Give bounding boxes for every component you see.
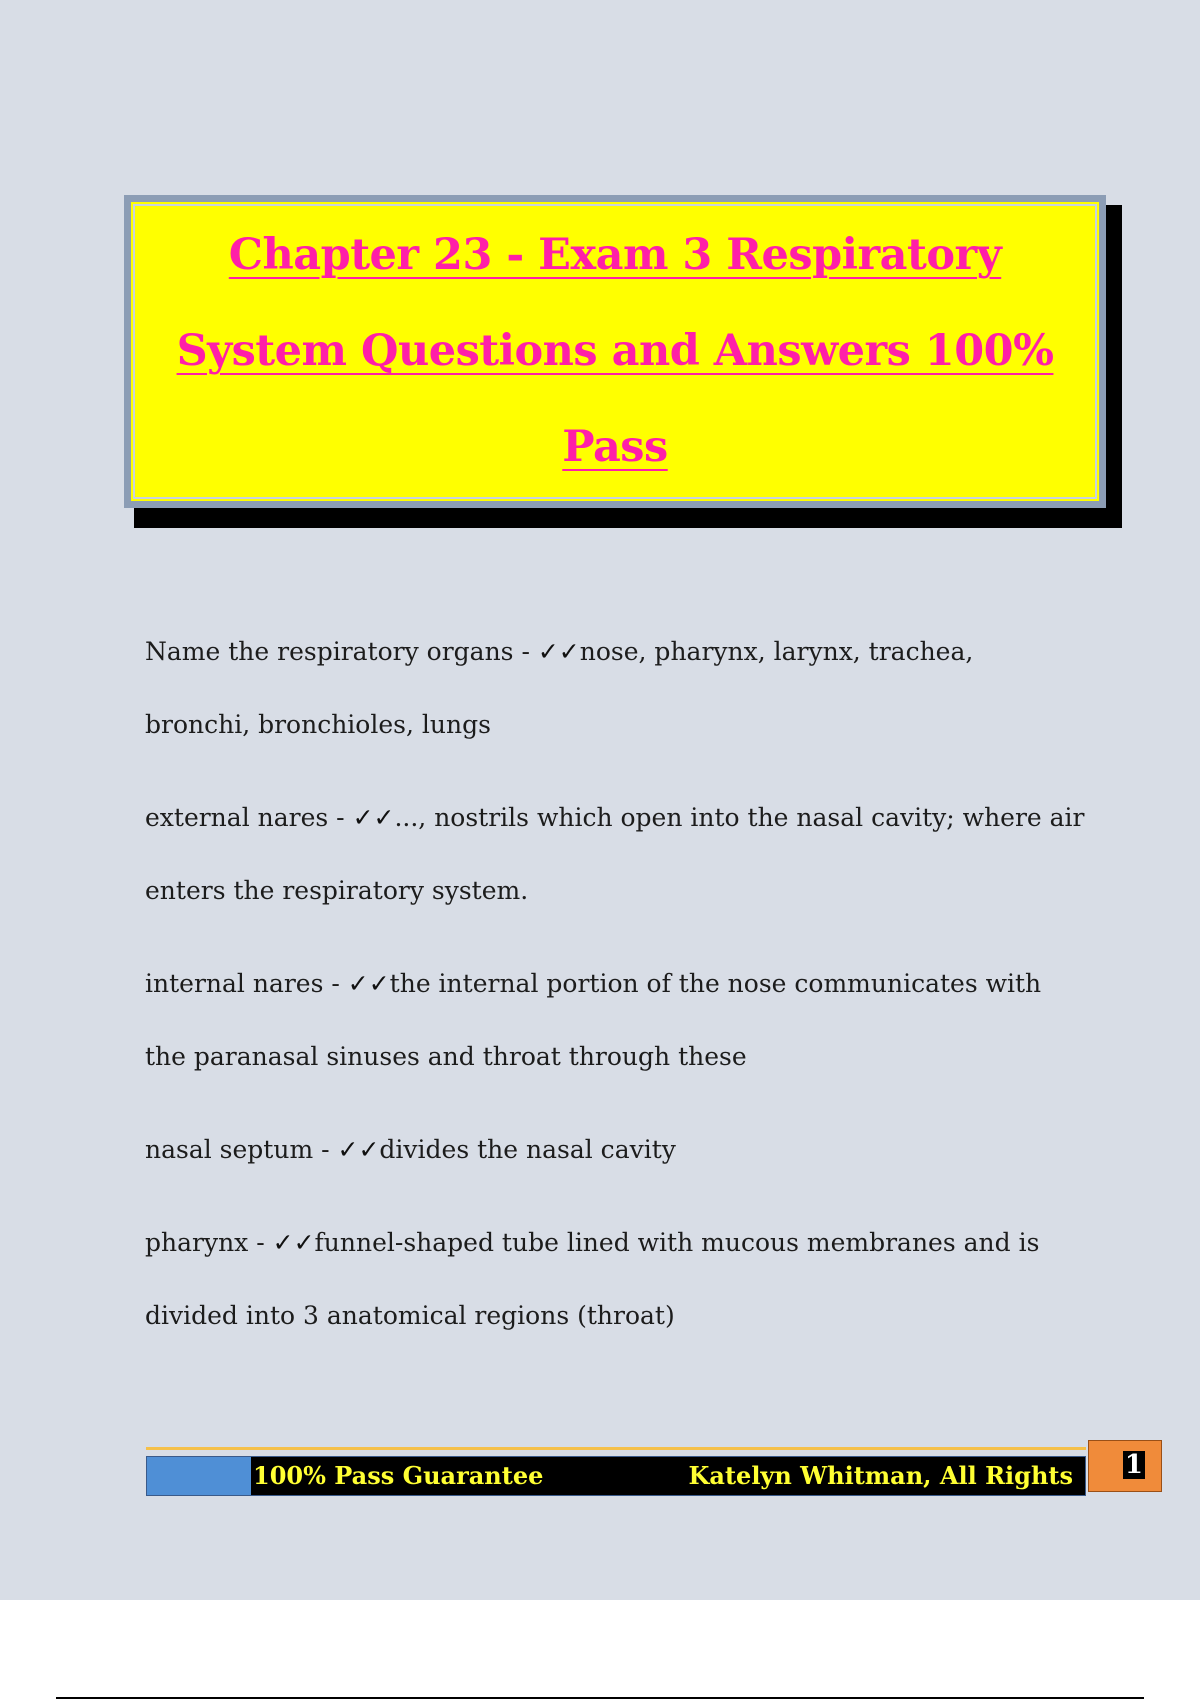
footer-rule [146, 1447, 1086, 1450]
qa-term: pharynx [145, 1228, 249, 1257]
qa-term: nasal septum [145, 1135, 314, 1164]
qa-term: internal nares [145, 969, 324, 998]
qa-item [145, 781, 1085, 927]
double-check-icon: ✓✓ [337, 1135, 380, 1164]
title-line-1: Chapter 23 - Exam 3 Respiratory [228, 230, 1002, 280]
double-check-icon: ✓✓ [537, 637, 580, 666]
page-bottom-rule [56, 1697, 1144, 1699]
double-check-icon: ✓✓ [272, 1228, 315, 1257]
qa-separator: - [313, 1135, 338, 1164]
qa-definition: funnel-shaped tube lined with mucous membranes and is divided into 3 anatomical regions (throat) [145, 1228, 1040, 1330]
page-number: 1 [1124, 1450, 1143, 1480]
qa-definition: the internal portion of the nose communicates with the paranasal sinuses and throat through these [145, 969, 1042, 1071]
double-check-icon: ✓✓ [352, 803, 395, 832]
qa-definition: nose, pharynx, larynx, trachea, bronchi, bronchioles, lungs [145, 637, 974, 739]
qa-definition: divides the nasal cavity [379, 1135, 676, 1164]
qa-separator: - [323, 969, 348, 998]
title-line-2: System Questions and Answers 100% [176, 326, 1054, 376]
qa-item [145, 1206, 1085, 1352]
footer-guarantee-text: 100% Pass Guarantee [253, 1461, 544, 1490]
page-number-box [1088, 1440, 1162, 1492]
qa-term: external nares [145, 803, 329, 832]
qa-item [145, 1113, 1085, 1186]
qa-list [145, 615, 1085, 1372]
footer-accent-block [147, 1457, 251, 1495]
document-title [131, 207, 1099, 495]
qa-separator: - [328, 803, 353, 832]
qa-item [145, 947, 1085, 1093]
footer-bar [146, 1456, 1086, 1496]
qa-item [145, 615, 1085, 761]
footer-author-text: Katelyn Whitman, All Rights [688, 1461, 1073, 1490]
qa-separator: - [513, 637, 538, 666]
qa-term: Name the respiratory organs [145, 637, 514, 666]
qa-definition: ..., nostrils which open into the nasal cavity; where air enters the respiratory system. [145, 803, 1085, 905]
title-box [124, 195, 1106, 508]
double-check-icon: ✓✓ [347, 969, 390, 998]
qa-separator: - [248, 1228, 273, 1257]
title-line-3: Pass [562, 422, 668, 472]
